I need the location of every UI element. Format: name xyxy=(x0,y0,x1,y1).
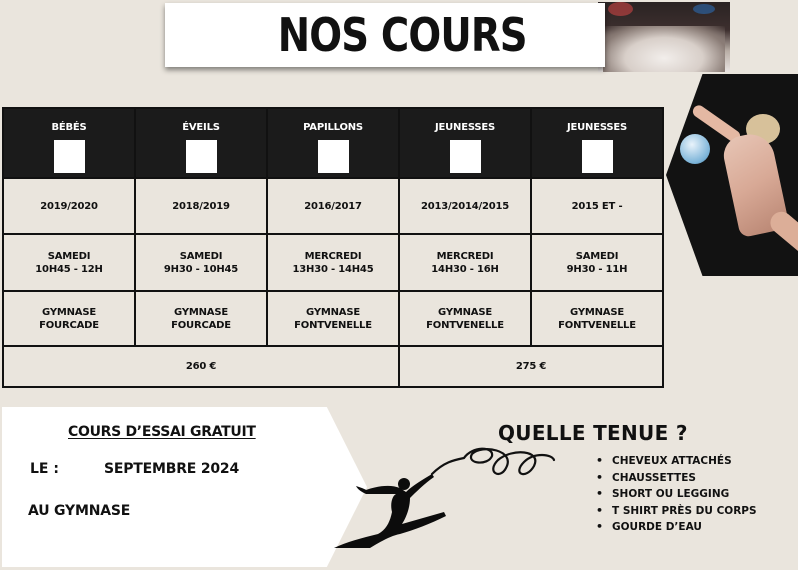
schedule-cell: MERCREDI 13H30 - 14H45 xyxy=(267,234,399,291)
trial-date-value: SEPTEMBRE 2024 xyxy=(104,461,240,477)
list-item: • GOURDE D’EAU xyxy=(596,519,757,536)
page-title: NOS COURS xyxy=(277,8,528,62)
year-cell: 2015 ET - xyxy=(531,178,663,234)
header-image-placeholder xyxy=(318,140,349,173)
header-image-placeholder xyxy=(582,140,613,173)
table-row-schedule xyxy=(3,234,663,291)
table-header-row xyxy=(3,108,663,178)
table-row-years xyxy=(3,178,663,234)
venue-cell: GYMNASE FONTVENELLE xyxy=(399,291,531,346)
venue-cell: GYMNASE FONTVENELLE xyxy=(531,291,663,346)
venue-cell: GYMNASE FONTVENELLE xyxy=(267,291,399,346)
schedule-cell: SAMEDI 9H30 - 10H45 xyxy=(135,234,267,291)
venue-cell: GYMNASE FOURCADE xyxy=(135,291,267,346)
schedule-cell: SAMEDI 9H30 - 11H xyxy=(531,234,663,291)
trial-date-label: LE : xyxy=(30,461,59,477)
header-cell: ÉVEILS xyxy=(135,108,267,178)
header-image-placeholder xyxy=(54,140,85,173)
year-cell: 2018/2019 xyxy=(135,178,267,234)
price-cell: 275 € xyxy=(399,346,663,387)
header-image-placeholder xyxy=(186,140,217,173)
team-huddle-photo xyxy=(598,2,730,72)
header-cell: JEUNESSES xyxy=(399,108,531,178)
list-item: • T SHIRT PRÈS DU CORPS xyxy=(596,503,757,520)
list-item: • CHEVEUX ATTACHÉS xyxy=(596,453,757,470)
year-cell: 2016/2017 xyxy=(267,178,399,234)
table-row-venue xyxy=(3,291,663,346)
header-cell: PAPILLONS xyxy=(267,108,399,178)
year-cell: 2019/2020 xyxy=(3,178,135,234)
price-cell: 260 € xyxy=(3,346,399,387)
schedule-cell: MERCREDI 14H30 - 16H xyxy=(399,234,531,291)
trial-class-title: COURS D’ESSAI GRATUIT xyxy=(68,424,256,440)
gymnast-ribbon-silhouette-icon xyxy=(326,438,566,550)
table-row-price xyxy=(3,346,663,387)
outfit-list xyxy=(596,453,757,536)
title-banner xyxy=(165,3,605,67)
gymnast-ball-photo xyxy=(666,74,798,276)
header-cell: JEUNESSES xyxy=(531,108,663,178)
list-item: • CHAUSSETTES xyxy=(596,470,757,487)
courses-table xyxy=(2,107,664,386)
trial-place: AU GYMNASE xyxy=(28,503,131,519)
outfit-title: QUELLE TENUE ? xyxy=(498,421,688,445)
header-image-placeholder xyxy=(450,140,481,173)
header-cell: BÉBÉS xyxy=(3,108,135,178)
year-cell: 2013/2014/2015 xyxy=(399,178,531,234)
list-item: • SHORT OU LEGGING xyxy=(596,486,757,503)
venue-cell: GYMNASE FOURCADE xyxy=(3,291,135,346)
schedule-cell: SAMEDI 10H45 - 12H xyxy=(3,234,135,291)
